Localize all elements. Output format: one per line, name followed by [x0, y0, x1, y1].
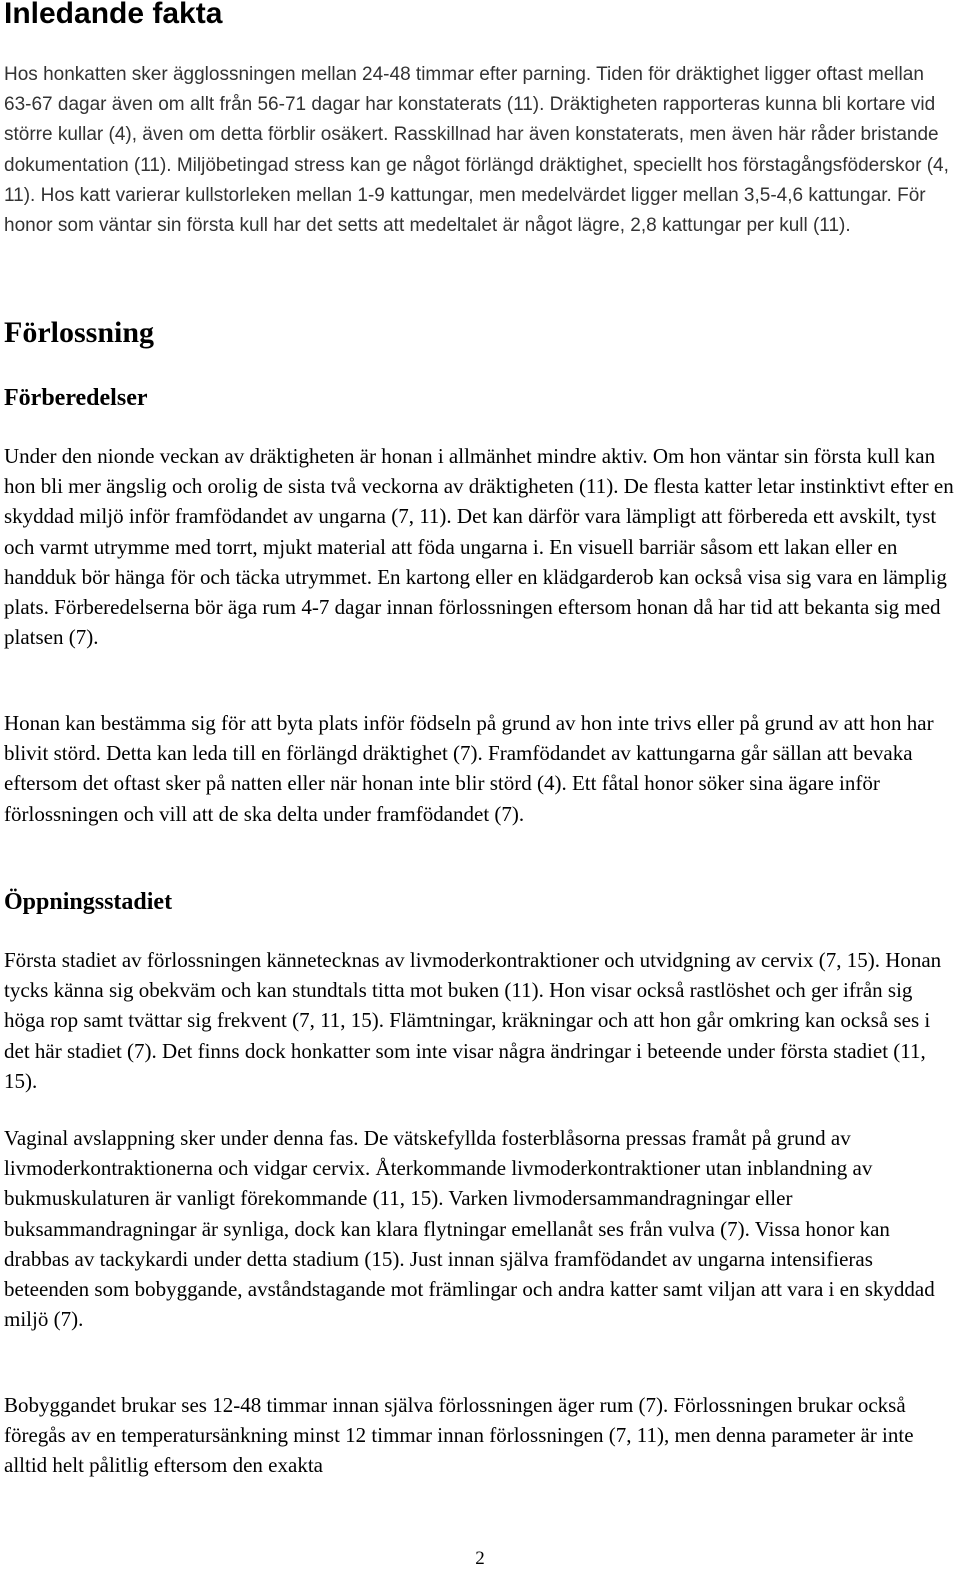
- oppningsstadiet-paragraph-2: Vaginal avslappning sker under denna fas. De vätskefyllda fosterblåsorna pressas framåt på grund av livmoderkontraktionerna och vidgar cervix. Återkommande livmoderkontraktioner utan inblandning av bukmuskulaturen är vanligt förekommande (11, 15). Varken livmodersammandragningar eller buksammandragningar är synliga, dock kan klara flytningar emellanåt ses från vulva (7). Vissa honor kan drabbas av tackykardi under detta stadium (15). Just innan själva framfödandet av ungarna intensifieras beteenden som bobyggande, avståndstagande mot främlingar och andra katter samt viljan att vara i en skyddad miljö (7).: [4, 1126, 935, 1332]
- oppningsstadiet-paragraph-1: Första stadiet av förlossningen kännetecknas av livmoderkontraktioner och utvidgning av cervix (7, 15). Honan tycks känna sig obekväm och kan stundtals titta mot buken (11). Hon visar också rastlöshet och ger ifrån sig höga rop samt tvättar sig frekvent (7, 11, 15). Flämtningar, kräkningar och att hon går omkring kan också ses i det här stadiet (7). Det finns dock honkatter som inte visar några ändringar i beteende under första stadiet (11, 15).: [4, 948, 942, 1093]
- page-title: Inledande fakta: [4, 0, 223, 30]
- forberedelser-paragraph-2: Honan kan bestämma sig för att byta plats inför födseln på grund av hon inte trivs eller på grund av att hon har blivit störd. Detta kan leda till en förlängd dräktighet (7). Framfödandet av kattungarna går sällan att bevaka eftersom det oftast sker på natten eller när honan inte blir störd (4). Ett fåtal honor söker sina ägare inför förlossningen och vill att de ska delta under framfödandet (7).: [4, 711, 934, 826]
- page-number: 2: [475, 1548, 485, 1569]
- intro-paragraph: Hos honkatten sker ägglossningen mellan 24-48 timmar efter parning. Tiden för dräktighet ligger oftast mellan 63-67 dagar även om allt från 56-71 dagar har konstaterats (11). Dräktigheten rapporteras kunna bli kortare vid större kullar (4), även om detta förblir osäkert. Rasskillnad har även konstaterats, men även här råder bristande dokumentation (11). Miljöbetingad stress kan ge något förlängd dräktighet, speciellt hos förstagångsföderskor (4, 11). Hos katt varierar kullstorleken mellan 1-9 kattungar, men medelvärdet ligger mellan 3,5-4,6 kattungar. För honor som väntar sin första kull har det setts att medeltalet är något lägre, 2,8 kattungar per kull (11).: [4, 64, 949, 237]
- oppningsstadiet-paragraph-3: Bobyggandet brukar ses 12-48 timmar innan själva förlossningen äger rum (7). Förlossningen brukar också föregås av en temperatursänkning minst 12 timmar innan förlossningen (7, 11), men denna parameter är inte alltid helt pålitlig eftersom den exakta: [4, 1393, 914, 1478]
- subsection-heading-forberedelser: Förberedelser: [4, 385, 148, 411]
- subsection-heading-oppningsstadiet: Öppningsstadiet: [4, 889, 173, 915]
- section-heading-forlossning: Förlossning: [4, 316, 155, 349]
- forberedelser-paragraph-1: Under den nionde veckan av dräktigheten är honan i allmänhet mindre aktiv. Om hon väntar sin första kull kan hon bli mer ängslig och orolig de sista två veckorna av dräktigheten (11). De flesta katter letar instinktivt efter en skyddad miljö inför framfödandet av ungarna (7, 11). Det kan därför vara lämpligt att förbereda ett avskilt, tyst och varmt utrymme med torrt, mjukt material att föda ungarna i. En visuell barriär såsom ett lakan eller en handduk bör hänga för och täcka utrymmet. En kartong eller en klädgarderob kan också visa sig vara en lämplig plats. Förberedelserna bör äga rum 4-7 dagar innan förlossningen eftersom honan då har tid att bekanta sig med platsen (7).: [4, 444, 954, 650]
